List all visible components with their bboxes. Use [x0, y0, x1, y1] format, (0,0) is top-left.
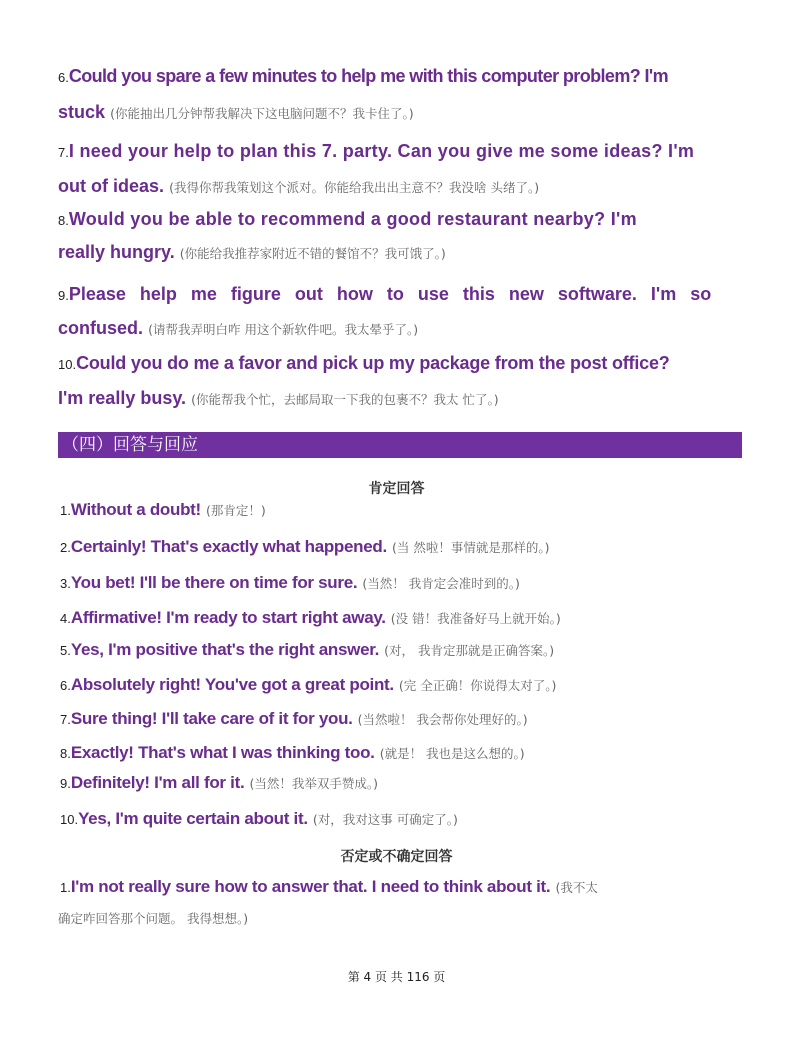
item-number: 5. [60, 643, 71, 658]
positive-item-10 [60, 809, 458, 829]
chinese-translation: (你能给我推荐家附近不错的餐馆不？我可饿了。) [179, 246, 446, 261]
item-number: 10. [58, 357, 77, 372]
item-number: 9. [58, 288, 69, 303]
english-sentence: out of ideas. [58, 176, 165, 196]
positive-item-1 [60, 500, 266, 520]
item-number: 8. [58, 213, 69, 228]
english-sentence: Yes, I'm positive that's the right answer. [70, 640, 380, 659]
chinese-translation: (没 错！我准备好马上就开始。) [390, 611, 561, 626]
positive-item-6 [60, 675, 556, 695]
english-sentence: Exactly! That's what I was thinking too. [70, 743, 375, 762]
chinese-translation: (请帮我弄明白咋 用这个新软件吧。我太晕乎了。) [148, 322, 419, 337]
english-sentence: confused. [58, 318, 144, 338]
english-sentence: Definitely! I'm all for it. [70, 773, 245, 792]
english-sentence: Certainly! That's exactly what happened. [70, 537, 387, 556]
positive-item-9 [60, 773, 378, 793]
item-number: 3. [60, 576, 71, 591]
item-number: 1. [60, 880, 71, 895]
chinese-translation: (那肯定！) [206, 503, 266, 518]
chinese-translation: (你能抽出几分钟帮我解决下这电脑问题不？我卡住了。) [110, 106, 414, 121]
chinese-translation: (我得你帮我策划这个派对。你能给我出出主意不？我没啥 头绪了。) [169, 180, 540, 195]
negative-answers-heading: 否定或不确定回答 [340, 849, 453, 865]
positive-item-8 [60, 743, 525, 763]
chinese-translation: (你能帮我个忙，去邮局取一下我的包裹不？我太 忙了。) [191, 392, 499, 407]
item-number: 2. [60, 540, 71, 555]
positive-item-5 [60, 640, 554, 660]
item-number: 10. [60, 812, 79, 827]
chinese-translation: (当 然啦！事情就是那样的。) [392, 540, 550, 555]
english-sentence: Affirmative! I'm ready to start right away. [70, 608, 386, 627]
negative-item-1 [60, 877, 598, 897]
english-sentence: Absolutely right! You've got a great point. [70, 675, 394, 694]
item-number: 1. [60, 503, 71, 518]
english-sentence: I'm really busy. [58, 388, 187, 408]
english-sentence: Could you spare a few minutes to help me with this computer problem? I'm [68, 66, 669, 86]
chinese-translation: (对， 我肯定那就是正确答案。) [384, 643, 555, 658]
chinese-translation: 确定咋回答那个问题。 我得想想。) [58, 911, 249, 926]
english-sentence: I need your help to plan this 7. party. Can you give me some ideas? I'm [68, 141, 695, 161]
item-number: 4. [60, 611, 71, 626]
item-number: 6. [58, 70, 69, 85]
item-number: 9. [60, 776, 71, 791]
chinese-translation: (当然！ 我肯定会准时到的。) [362, 576, 520, 591]
english-sentence: Without a doubt! [70, 500, 201, 519]
chinese-translation: (完 全正确！你说得太对了。) [398, 678, 557, 693]
positive-item-3 [60, 573, 520, 593]
chinese-translation: (对，我对这事 可确定了。) [312, 812, 458, 827]
item-number: 8. [60, 746, 71, 761]
positive-item-7 [60, 709, 528, 729]
negative-item-1-continued [58, 908, 248, 927]
positive-item-4 [60, 608, 561, 628]
positive-item-2 [60, 537, 550, 557]
section-header: （四）回答与回应 [58, 432, 742, 458]
chinese-translation: (就是！ 我也是这么想的。) [379, 746, 525, 761]
page-footer: 第 4 页 共 116 页 [347, 970, 446, 984]
item-number: 7. [60, 712, 71, 727]
positive-answers-heading: 肯定回答 [368, 481, 425, 497]
chinese-translation: (当然！我举双手赞成。) [249, 776, 378, 791]
english-sentence: really hungry. [58, 242, 175, 262]
english-sentence: Could you do me a favor and pick up my package from the post office? [76, 353, 670, 373]
english-sentence: You bet! I'll be there on time for sure. [70, 573, 358, 592]
english-sentence: Yes, I'm quite certain about it. [78, 809, 308, 828]
english-sentence: Would you be able to recommend a good restaurant nearby? I'm [68, 209, 637, 229]
english-sentence: I'm not really sure how to answer that. I need to think about it. [70, 877, 551, 896]
chinese-translation: (我不太 [555, 880, 598, 895]
english-sentence: stuck [58, 102, 106, 122]
english-sentence: Please help me figure out how to use this new software. I'm so [68, 284, 712, 304]
chinese-translation: (当然啦！ 我会帮你处理好的。) [357, 712, 528, 727]
item-number: 7. [58, 145, 69, 160]
item-number: 6. [60, 678, 71, 693]
english-sentence: Sure thing! I'll take care of it for you. [70, 709, 353, 728]
